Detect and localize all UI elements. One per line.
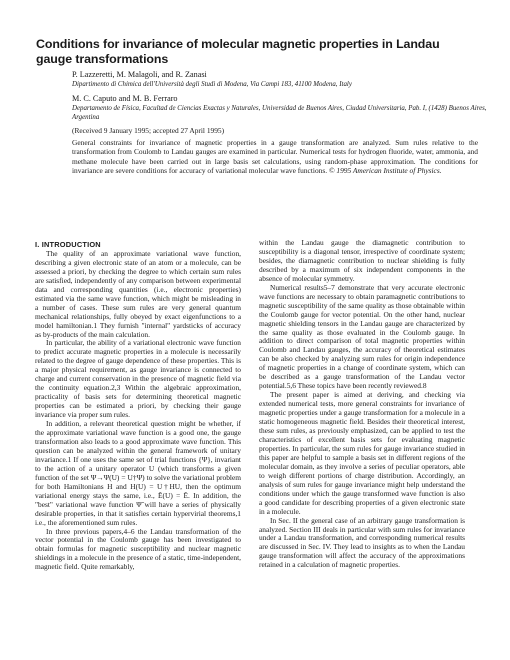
body-paragraph: Numerical results5–7 demonstrate that very accurate electronic wave functions are necessary to obtain paramagnetic contributions to magnetic susceptibility of the same quality as those obtainable within the Coulomb gauge for vector potential. On the other hand, nuclear magnetic shielding tensors in the Landau gauge are characterized by the same quality as those evaluated in the Coulomb gauge. In addition to direct comparison of total magnetic properties within Coulomb and Landau gauges, the accuracy of theoretical estimates can be also checked by analyzing sum rules for origin independence of magnetic properties in a change of coordinate system, which can be described as a gauge transformation of the Landau vector potential.5,6 These topics have been recently reviewed.8 bbox=[259, 282, 465, 391]
author-block-buenos-aires bbox=[72, 94, 492, 123]
author-affiliation: Departamento de Física, Facultad de Ciencias Exactas y Naturales, Universidad de Buenos Aires, Ciudad Universitaria, Pab. I, (1428) Buenos Aires, Argentina bbox=[72, 104, 487, 121]
body-paragraph: In addition, a relevant theoretical question might be whether, if the approximate variational wave function is a good one, the gauge transformation also leads to a good approximate wave function. This question can be analyzed within the general framework of unitary invariance.1 If one uses the same set of trial functions {Ψ}, invariant to the action of a unitary operator U (which transforms a given function of the set Ψ→Ψ(U) = U†Ψ) to solve the variational problem for both Hamiltonians H and H(U) = U†HU, then the optimum variational energy stays the same, i.e., Ẽ(U) = Ẽ. In addition, the "best" variational wave function Ψ̃ will have a series of physically desirable properties, in that it satisfies certain hypervirial theorems,1 i.e., the aforementioned sum rules. bbox=[35, 419, 241, 527]
body-paragraph: In Sec. II the general case of an arbitrary gauge transformation is analyzed. Section III deals in particular with sum rules for invariance under a Landau transformation, and corresponding numerical results are discussed in Sec. IV. They lead to insights as to when the Landau gauge transformation will affect the accuracy of the approximations retained in a calculation of magnetic properties. bbox=[259, 515, 465, 570]
author-affiliation: Dipartimento di Chimica dell'Università degli Studi di Modena, Via Campi 183, 41100 Modena, Italy bbox=[72, 80, 352, 88]
received-dates: (Received 9 January 1995; accepted 27 April 1995) bbox=[72, 126, 225, 135]
right-column bbox=[259, 239, 465, 570]
left-column bbox=[35, 241, 241, 572]
copyright-notice: © 1995 American Institute of Physics. bbox=[328, 165, 442, 175]
body-paragraph: In three previous papers,4–6 the Landau transformation of the vector potential in the Coulomb gauge has been investigated to obtain formulas for magnetic susceptibility and nuclear magnetic shieldings in a molecule in the presence of a static, time-independent, magnetic field. Quite remarkably, bbox=[35, 526, 241, 572]
author-names: M. C. Caputo and M. B. Ferraro bbox=[72, 94, 178, 103]
body-paragraph: The present paper is aimed at deriving, and checking via extended numerical tests, more general constraints for invariance of magnetic properties under a gauge transformation for a molecule in a static homogeneous magnetic field. Besides their theoretical interest, these sum rules, as previously emphasized, can be applied to test the characteristics of excellent basis sets for evaluating magnetic properties. In particular, the sum rules for gauge invariance studied in this paper are helpful to sample a basis set in different regions of the molecular domain, as they involve a series of peculiar operators, able to weigh different portions of charge distribution. Accordingly, an analysis of sum rules for gauge invariance might help understand the conditions under which the gauge transformed wave function is also a good candidate for describing properties of a given electronic state in a molecule. bbox=[259, 390, 465, 516]
author-block-modena bbox=[72, 70, 492, 89]
body-paragraph: within the Landau gauge the diamagnetic contribution to susceptibility is a diagonal tensor, irrespective of coordinate system; besides, the diamagnetic contribution to nuclear shielding is fully described by a maximum of six independent components in the absence of molecular symmetry. bbox=[259, 238, 465, 283]
abstract bbox=[72, 138, 478, 175]
section-heading: I. INTRODUCTION bbox=[35, 240, 101, 249]
paper-title: Conditions for invariance of molecular magnetic properties in Landau gauge transformations bbox=[36, 37, 440, 66]
abstract-text: General constraints for invariance of magnetic properties in a gauge transformation are analyzed. Sum rules relative to the transformation from Coulomb to Landau gauges are examined in particular. Numerical tests for hydrogen fluoride, water, ammonia, and methane molecule have been carried out in large basis set calculations, using random-phase approximation. The conditions for invariance are severe conditions for accuracy of variational molecular wave functions. bbox=[72, 138, 478, 175]
body-paragraph: In particular, the ability of a variational electronic wave function to predict accurate magnetic properties in a molecule is necessarily related to the degree of gauge dependence of these properties. This is a major physical requirement, as gauge invariance is connected to charge and current conservation in the presence of magnetic field via the continuity equation.2,3 Within the algebraic approximation, practicality of basis sets for determining theoretical magnetic properties can be estimated a priori, by checking their gauge invariance via proper sum rules. bbox=[35, 338, 241, 420]
author-names: P. Lazzeretti, M. Malagoli, and R. Zanasi bbox=[72, 70, 207, 79]
body-paragraph: The quality of an approximate variational wave function, describing a given electronic state of an atom or a molecule, can be assessed a priori, by checking the degree to which certain sum rules are satisfied, independently of any comparison between experimental data and corresponding quantities (i.e., electronic properties) estimated via the same wave function, which might be misleading in a number of cases. These sum rules are very general quantum mechanical relationships, fully obeyed by exact eigenfunctions to a model hamiltonian.1 They furnish "internal" yardsticks of accuracy as by-products of the main calculation. bbox=[35, 248, 241, 339]
